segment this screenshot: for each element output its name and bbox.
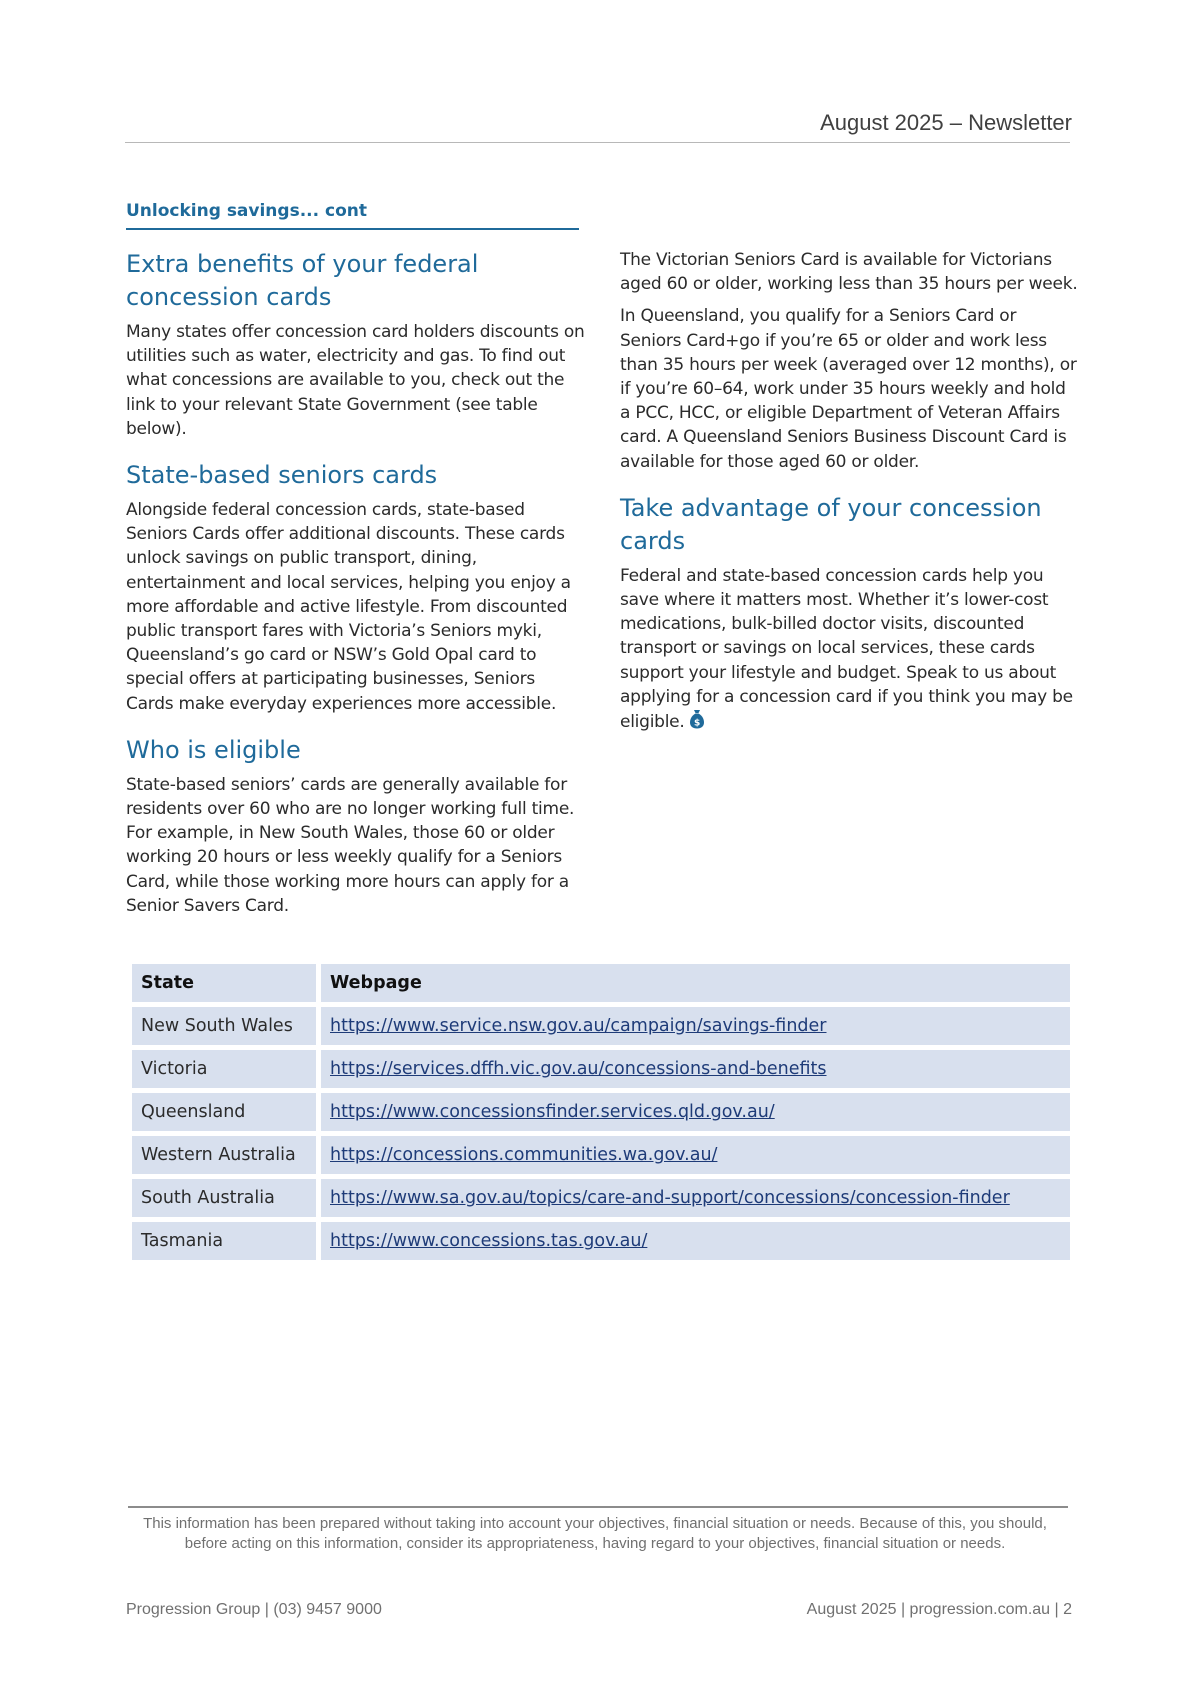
state-link[interactable]: https://www.concessions.tas.gov.au/ xyxy=(330,1231,648,1251)
state-link[interactable]: https://services.dffh.vic.gov.au/concessions-and-benefits xyxy=(330,1059,827,1079)
right-column xyxy=(620,248,1080,744)
state-link[interactable]: https://www.concessionsfinder.services.qld.gov.au/ xyxy=(330,1102,775,1122)
section-divider xyxy=(126,228,579,230)
heading-who-is-eligible: Who is eligible xyxy=(126,735,301,764)
state-cell: Victoria xyxy=(132,1050,316,1088)
table-row xyxy=(132,1179,1070,1217)
state-cell: South Australia xyxy=(132,1179,316,1217)
webpage-cell xyxy=(321,1093,1070,1131)
footer-date-page: August 2025 | progression.com.au | 2 xyxy=(806,1601,1072,1618)
svg-text:$: $ xyxy=(693,718,700,729)
take-advantage-text: Federal and state-based concession cards help you save where it matters most. Whether it’s lower-cost medications, bulk-billed doctor visits, discounted transport or savings on local services, these cards support your lifestyle and budget. Speak to us about applying for a concession card if you think you may be eligible. xyxy=(620,565,1073,733)
state-cell: New South Wales xyxy=(132,1007,316,1045)
state-cell: Western Australia xyxy=(132,1136,316,1174)
table-row xyxy=(132,1050,1070,1088)
left-column xyxy=(126,248,586,926)
state-link[interactable]: https://concessions.communities.wa.gov.au/ xyxy=(330,1145,718,1165)
header-divider xyxy=(125,142,1070,143)
header-state: State xyxy=(132,964,316,1002)
footer-company-contact: Progression Group | (03) 9457 9000 xyxy=(126,1601,382,1618)
newsletter-title: August 2025 – Newsletter xyxy=(820,110,1072,135)
paragraph-queensland: In Queensland, you qualify for a Seniors Card or Seniors Card+go if you’re 65 or older and work less than 35 hours per week (averaged over 12 months), or if you’re 60–64, work under 35 hours weekly and hold a PCC, HCC, or eligible Department of Veteran Affairs card. A Queensland Seniors Business Discount Card is available for those aged 60 or older. xyxy=(620,306,1077,472)
state-link[interactable]: https://www.sa.gov.au/topics/care-and-support/concessions/concession-finder xyxy=(330,1188,1010,1208)
state-cell: Tasmania xyxy=(132,1222,316,1260)
table-row xyxy=(132,1093,1070,1131)
footer-divider xyxy=(128,1506,1068,1508)
paragraph-state-based-cards: Alongside federal concession cards, state-based Seniors Cards offer additional discounts. These cards unlock savings on public transport, dining, entertainment and local services, helping you enjoy a more affordable and active lifestyle. From discounted public transport fares with Victoria’s Seniors myki, Queensland’s go card or NSW’s Gold Opal card to special offers at participating businesses, Seniors Cards make everyday experiences more accessible. xyxy=(126,500,571,714)
state-link[interactable]: https://www.service.nsw.gov.au/campaign/savings-finder xyxy=(330,1016,827,1036)
webpage-cell xyxy=(321,1179,1070,1217)
webpage-cell xyxy=(321,1050,1070,1088)
paragraph-who-is-eligible: State-based seniors’ cards are generally available for residents over 60 who are no longer working full time. For example, in New South Wales, those 60 or older working 20 hours or less weekly qualify for a Seniors Card, while those working more hours can apply for a Senior Savers Card. xyxy=(126,774,575,916)
paragraph-take-advantage xyxy=(620,564,1080,736)
state-cell: Queensland xyxy=(132,1093,316,1131)
table-row xyxy=(132,1007,1070,1045)
webpage-cell xyxy=(321,1136,1070,1174)
heading-take-advantage: Take advantage of your concession cards xyxy=(620,493,1042,555)
paragraph-extra-benefits: Many states offer concession card holders discounts on utilities such as water, electricity and gas. To find out what concessions are available to you, check out the link to your relevant State Government (see table below). xyxy=(126,322,585,439)
heading-state-based-cards: State-based seniors cards xyxy=(126,461,438,490)
section-label: Unlocking savings... cont xyxy=(126,201,367,221)
state-links-table xyxy=(127,959,1075,1265)
table-row xyxy=(132,1136,1070,1174)
webpage-cell xyxy=(321,1007,1070,1045)
paragraph-victoria: The Victorian Seniors Card is available for Victorians aged 60 or older, working less than 35 hours per week. xyxy=(620,250,1078,295)
disclaimer: This information has been prepared without taking into account your objectives, financial situation or needs. Because of this, you should, before acting on this information, consider its appropriateness, having regard to your objectives, financial situation or needs. xyxy=(143,1515,1047,1552)
table-header-row xyxy=(132,964,1070,1002)
heading-extra-benefits: Extra benefits of your federal concession cards xyxy=(126,250,479,311)
header-webpage: Webpage xyxy=(321,964,1070,1002)
webpage-cell xyxy=(321,1222,1070,1260)
table-row xyxy=(132,1222,1070,1260)
money-bag-icon xyxy=(689,709,705,736)
